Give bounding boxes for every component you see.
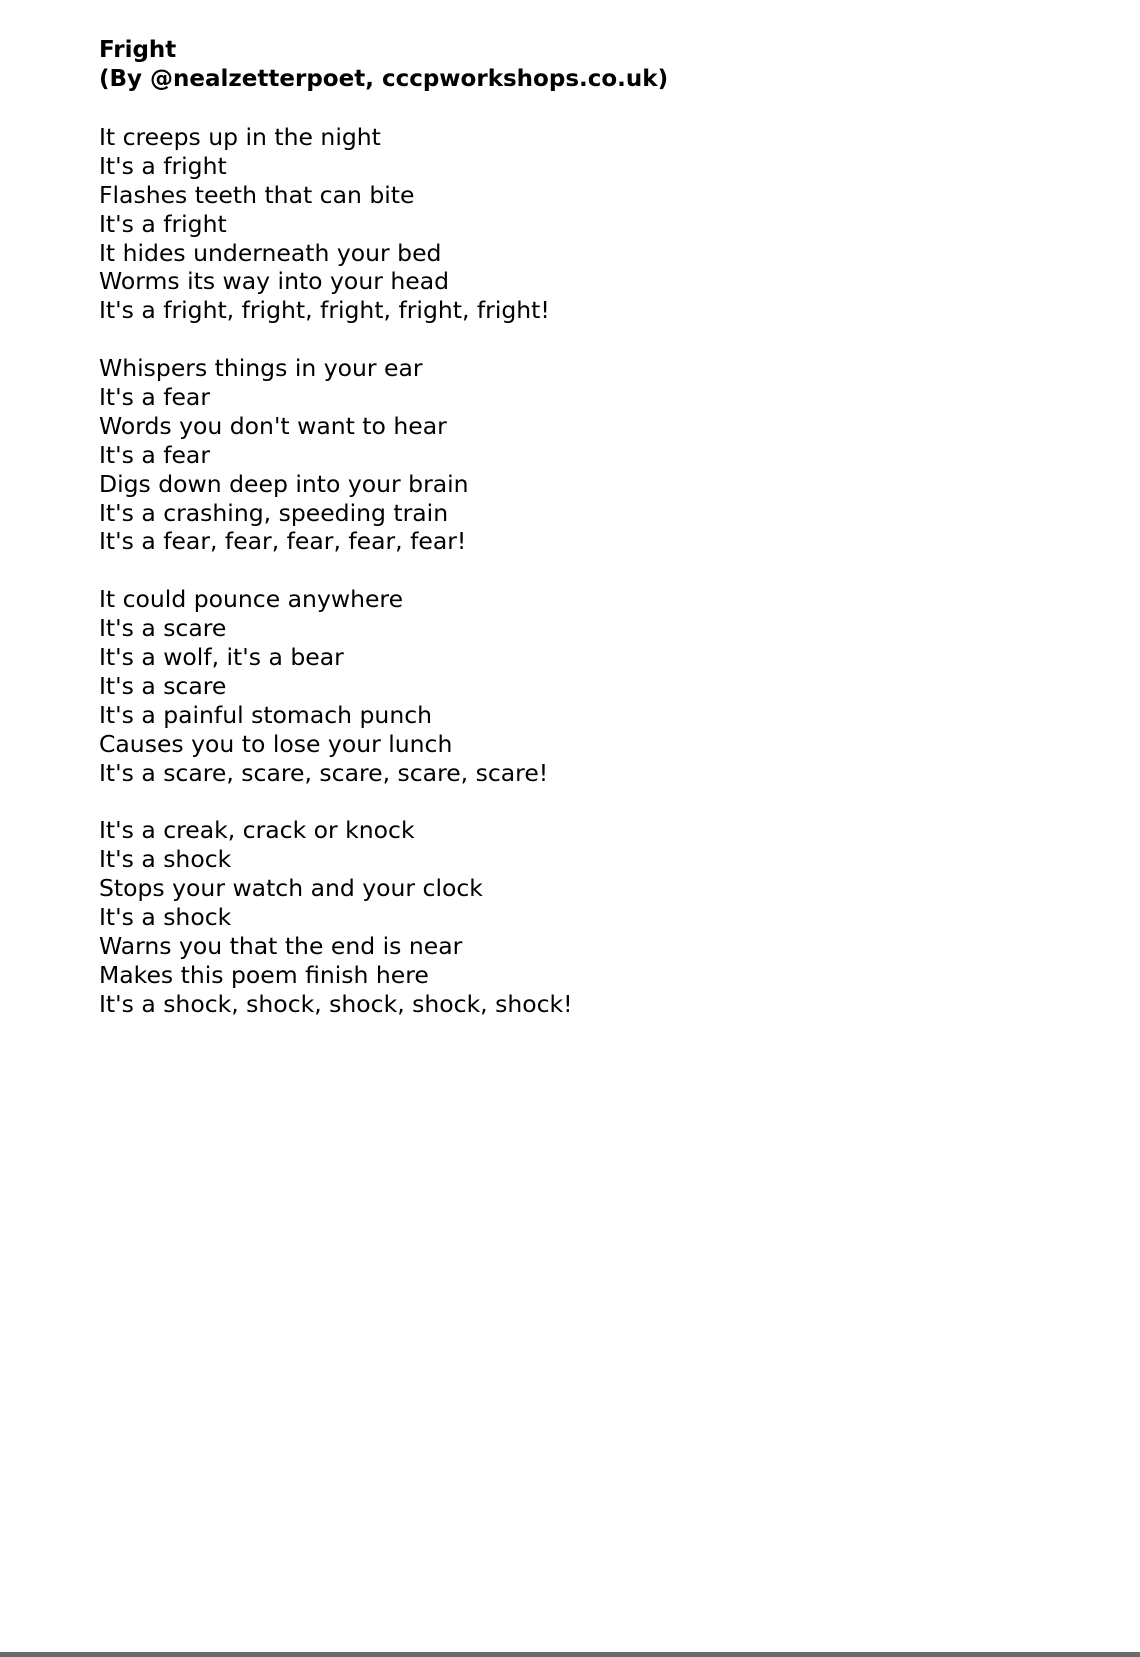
stanza-2 <box>99 354 573 556</box>
poem-line: It's a painful stomach punch <box>99 700 433 729</box>
poem-line: It hides underneath your bed <box>99 238 442 267</box>
poem-line: Stops your watch and your clock <box>99 874 483 903</box>
poem-line: Warns you that the end is near <box>99 931 463 960</box>
poem-line: It's a shock <box>99 903 232 932</box>
poem-line: It's a scare <box>99 614 227 643</box>
poem-line: It's a fright <box>99 209 227 238</box>
stanza-4 <box>99 816 573 1018</box>
title-block <box>99 36 668 94</box>
poem-line: It's a shock <box>99 845 232 874</box>
poem-line: It's a crashing, speeding train <box>99 498 449 527</box>
poem-line: It's a fear <box>99 383 210 412</box>
poem-line: It's a scare, scare, scare, scare, scare! <box>99 758 549 787</box>
poem-line: It's a fright <box>99 151 227 180</box>
poem-line: It's a wolf, it's a bear <box>99 643 344 672</box>
page-bottom-divider <box>0 1652 1140 1657</box>
poem-line: Whispers things in your ear <box>99 354 423 383</box>
poem-line: It's a creak, crack or knock <box>99 816 415 845</box>
poem-line: It's a shock, shock, shock, shock, shock! <box>99 989 573 1018</box>
poem-line: Causes you to lose your lunch <box>99 729 453 758</box>
poem-title: Fright <box>99 37 177 63</box>
poem-line: Worms its way into your head <box>99 267 450 296</box>
poem-line: It creeps up in the night <box>99 123 381 151</box>
poem-line: Digs down deep into your brain <box>99 469 469 498</box>
poem-line: It's a fear <box>99 440 210 469</box>
poem-line: Words you don't want to hear <box>99 411 447 440</box>
poem-line: Makes this poem finish here <box>99 960 429 989</box>
poem-line: Flashes teeth that can bite <box>99 180 415 209</box>
poem-line: It's a scare <box>99 671 227 700</box>
stanza-1 <box>99 123 573 325</box>
poem-body <box>99 123 573 1048</box>
poem-line: It's a fright, fright, fright, fright, fright! <box>99 296 550 325</box>
stanza-3 <box>99 585 573 787</box>
poem-line: It's a fear, fear, fear, fear, fear! <box>99 527 467 556</box>
poem-byline: (By @nealzetterpoet, cccpworkshops.co.uk) <box>99 66 669 92</box>
poem-line: It could pounce anywhere <box>99 585 404 614</box>
